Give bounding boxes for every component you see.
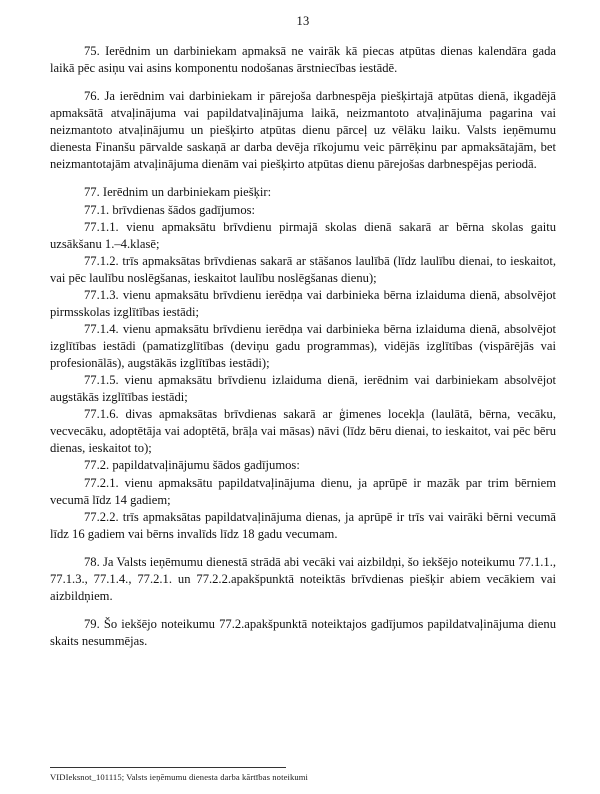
footer-note: VIDIeksnot_101115; Valsts ieņēmumu dienesta darba kārtības noteikumi <box>50 772 309 782</box>
paragraph-77-2: 77.2. papildatvaļinājumu šādos gadījumos: <box>84 458 300 473</box>
paragraph-77-2-1: 77.2.1. vienu apmaksātu papildatvaļinājuma dienu, ja aprūpē ir mazāk par trim bērniem vecumā līdz 14 gadiem; <box>50 475 556 507</box>
paragraph-77: 77. Ierēdnim un darbiniekam piešķir: <box>84 185 272 200</box>
paragraph-77-1-1: 77.1.1. vienu apmaksātu brīvdienu pirmajā skolas dienā sakarā ar bērna skolas gaitu uzsākšanu 1.–4.klasē; <box>50 219 556 251</box>
paragraph-75: 75. Ierēdnim un darbiniekam apmaksā ne vairāk kā piecas atpūtas dienas kalendāra gada laikā pēc asiņu vai asins komponentu nodošanas ārstniecības iestādē. <box>50 44 556 76</box>
paragraph-77-1-6: 77.1.6. divas apmaksātas brīvdienas sakarā ar ģimenes locekļa (laulātā, bērna, vecāku, vecvecāku, adoptētāja vai adoptētā, brāļa vai māsas) nāvi (līdz bēru dienai, to ieskaitot, vai pēc bēru dienas, ieskaitot to); <box>50 407 556 456</box>
page-number: 13 <box>296 14 310 28</box>
paragraph-78: 78. Ja Valsts ieņēmumu dienestā strādā abi vecāki vai aizbildņi, šo iekšējo noteikumu 77.1.1., 77.1.3., 77.1.4., 77.2.1. un 77.2.2.apakšpunktā noteiktās brīvdienas piešķir abiem vecākiem vai aizbildņiem. <box>50 554 556 603</box>
document-body <box>50 43 556 650</box>
paragraph-77-1-3: 77.1.3. vienu apmaksātu brīvdienu ierēdņa vai darbinieka bērna izlaiduma dienā, absolvējot pirmsskolas izglītības iestādi; <box>50 287 556 319</box>
paragraph-77-1: 77.1. brīvdienas šādos gadījumos: <box>84 202 256 217</box>
paragraph-76: 76. Ja ierēdnim vai darbiniekam ir pārejoša darbnespēja piešķirtajā atpūtas dienā, ikgadējā apmaksātā atvaļinājuma vai papildatvaļinājuma laikā, neizmantoto atvaļinājuma pagarina vai neizmantoto atvaļinājumu un piešķirto atpūtas dienu pārceļ uz vēlāku laiku. Valsts ieņēmumu dienesta Finanšu pārvalde saskaņā ar darba devēja rīkojumu veic pārrēķinu par apmaksātajām, bet neizmantotajām atvaļinājuma dienām vai piešķirto atpūtas dienu pārejošas darbnespējas periodā. <box>50 89 556 172</box>
paragraph-77-1-4: 77.1.4. vienu apmaksātu brīvdienu ierēdņa vai darbinieka bērna izlaiduma dienā, absolvējot izglītības iestādi (pamatizglītības (deviņu gadu programmas), vidējās izglītības (vispārējās vai profesionālās), augstākās izglītības iestādi); <box>50 321 556 371</box>
paragraph-79: 79. Šo iekšējo noteikumu 77.2.apakšpunktā noteiktajos gadījumos papildatvaļinājuma dienu skaits nesummējas. <box>50 616 556 648</box>
paragraph-77-1-2: 77.1.2. trīs apmaksātas brīvdienas sakarā ar stāšanos laulībā (līdz laulību dienai, to ieskaitot, vai pēc laulību noslēgšanas, ieskaitot laulību noslēgšanas dienu); <box>50 253 556 285</box>
paragraph-77-1-5: 77.1.5. vienu apmaksātu brīvdienu izlaiduma dienā, ierēdnim vai darbiniekam absolvējot augstākās izglītības iestādi; <box>50 373 556 405</box>
paragraph-77-2-2: 77.2.2. trīs apmaksātas papildatvaļinājuma dienas, ja aprūpē ir trīs vai vairāki bērni vecumā līdz 16 gadiem vai bērns invalīds līdz 18 gadu vecumam. <box>50 509 556 541</box>
footer-divider <box>50 767 286 768</box>
